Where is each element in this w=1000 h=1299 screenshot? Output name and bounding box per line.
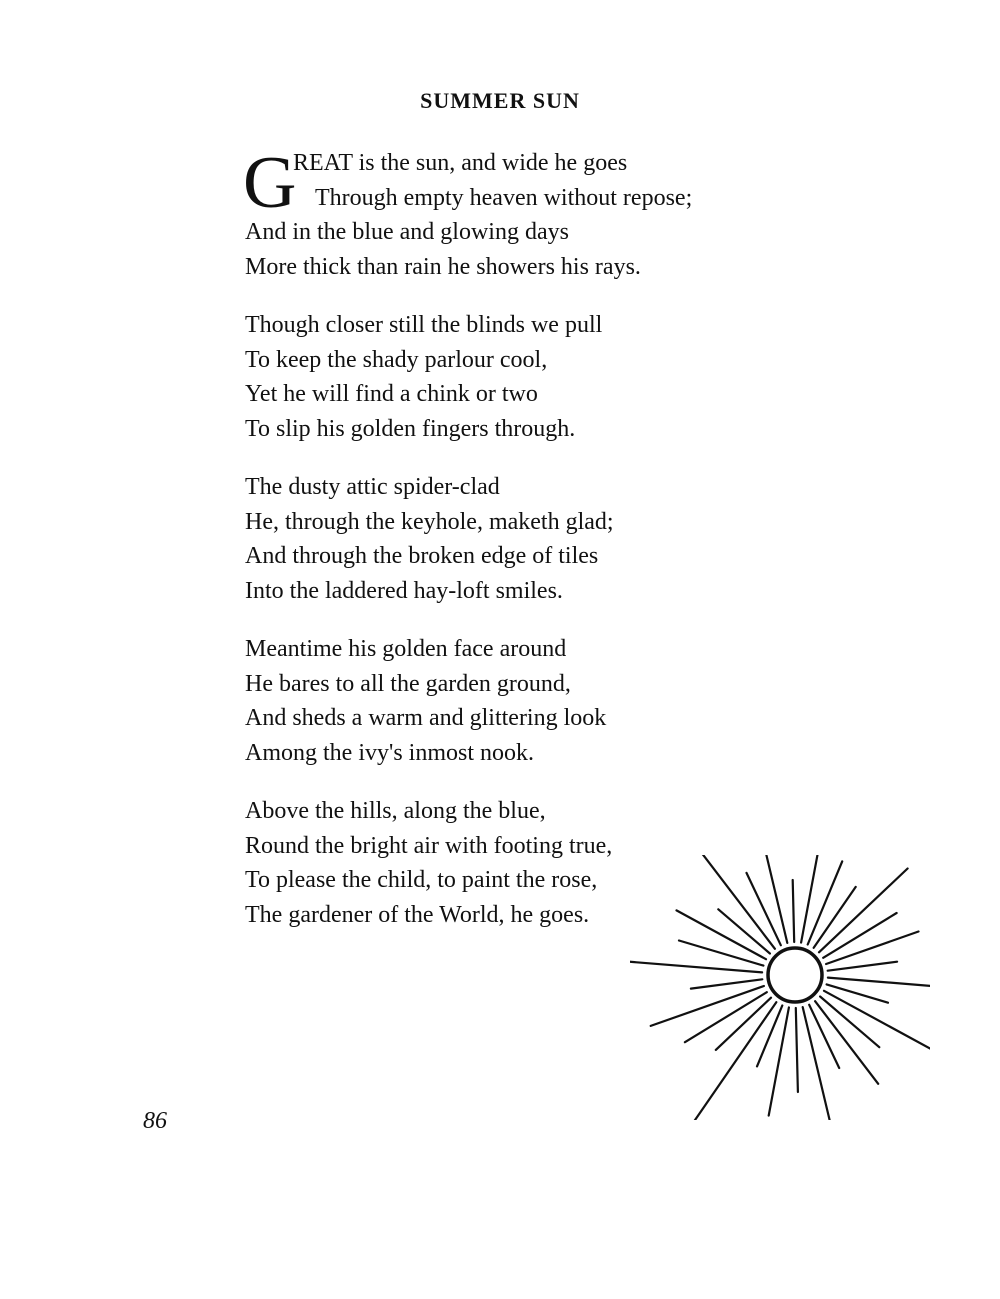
sun-ray	[769, 1007, 789, 1115]
sun-ray	[691, 1002, 776, 1120]
sun-ray	[828, 962, 897, 971]
sun-ray	[677, 910, 767, 959]
sun-ray	[828, 978, 930, 988]
poem-line: The dusty attic spider-clad	[245, 474, 500, 500]
poem-line: REAT is the sun, and wide he goes	[293, 150, 628, 176]
stanza-2	[245, 308, 805, 446]
sun-ray	[827, 984, 888, 1002]
poem-line: Into the laddered hay-loft smiles.	[245, 577, 563, 604]
poem-title: SUMMER SUN	[420, 88, 580, 113]
stanza-1	[243, 142, 805, 284]
poem-line: Among the ivy's inmost nook.	[245, 739, 534, 766]
stanza-3	[245, 470, 805, 608]
sun-ray	[793, 880, 795, 942]
poem-line: Above the hills, along the blue,	[245, 798, 546, 824]
sun-ray	[815, 1001, 878, 1084]
sun-ray	[691, 979, 762, 988]
poem-line: Through empty heaven without repose;	[315, 184, 693, 211]
sun-ray	[630, 962, 762, 973]
poem-line: To please the child, to paint the rose,	[245, 867, 598, 893]
poem-line: He bares to all the garden ground,	[245, 670, 571, 697]
poem-line: And in the blue and glowing days	[245, 219, 569, 245]
poem-line: The gardener of the World, he goes.	[245, 901, 590, 928]
poem-line: Yet he will find a chink or two	[245, 381, 538, 407]
poem-line: And through the broken edge of tiles	[245, 543, 599, 569]
sun-disc	[768, 948, 822, 1002]
poem-body	[243, 142, 805, 956]
poem-line: More thick than rain he showers his rays.	[245, 253, 641, 280]
sun-ray	[796, 1008, 798, 1092]
sun-ray	[697, 855, 775, 949]
sun-ray	[679, 941, 763, 966]
poem-line: And sheds a warm and glittering look	[245, 705, 607, 731]
poem-line: To keep the shady parlour cool,	[245, 346, 548, 373]
poem-line: He, through the keyhole, maketh glad;	[245, 508, 614, 535]
poem-line: To slip his golden fingers through.	[245, 415, 576, 442]
sun-icon	[630, 855, 930, 1120]
poem-line: Though closer still the blinds we pull	[245, 312, 603, 338]
poem-line: Meantime his golden face around	[245, 636, 567, 662]
poem-line: Round the bright air with footing true,	[245, 832, 613, 859]
drop-cap: G	[243, 142, 297, 224]
page-number: 86	[143, 1108, 167, 1134]
stanza-4	[245, 632, 805, 770]
